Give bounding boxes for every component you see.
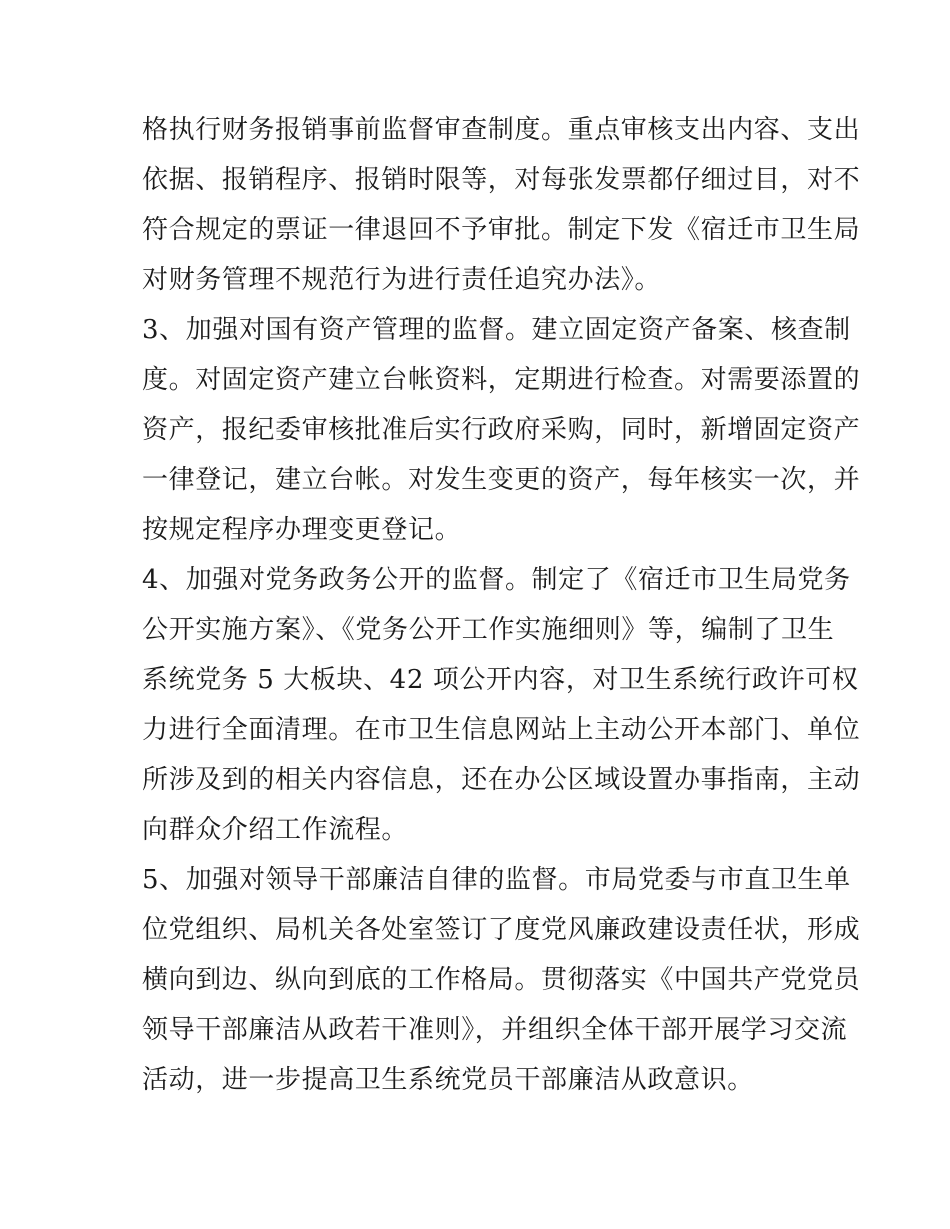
text-line: 依据、报销程序、报销时限等，对每张发票都仔细过目，对不 bbox=[142, 165, 861, 195]
text-line: 3、加强对国有资产管理的监督。建立固定资产备案、核查制 bbox=[142, 315, 851, 345]
text-line: 所涉及到的相关内容信息，还在办公区域设置办事指南，主动 bbox=[142, 765, 861, 795]
text-line: 符合规定的票证一律退回不予审批。制定下发《宿迁市卫生局 bbox=[142, 215, 861, 245]
text-line: 公开实施方案》、《党务公开工作实施细则》等，编制了卫生 bbox=[142, 615, 835, 645]
text-line: 横向到边、纵向到底的工作格局。贯彻落实《中国共产党党员 bbox=[142, 965, 861, 995]
text-line: 4、加强对党务政务公开的监督。制定了《宿迁市卫生局党务 bbox=[142, 565, 851, 595]
text-line: 位党组织、局机关各处室签订了度党风廉政建设责任状，形成 bbox=[142, 915, 861, 945]
text-line: 向群众介绍工作流程。 bbox=[142, 815, 409, 845]
text-line: 格执行财务报销事前监督审查制度。重点审核支出内容、支出 bbox=[142, 115, 861, 145]
text-line: 领导干部廉洁从政若干准则》，并组织全体干部开展学习交流 bbox=[142, 1015, 848, 1045]
text-line: 系统党务 5 大板块、42 项公开内容，对卫生系统行政许可权 bbox=[142, 665, 859, 695]
text-line: 一律登记，建立台帐。对发生变更的资产，每年核实一次，并 bbox=[142, 465, 861, 495]
text-line: 5、加强对领导干部廉洁自律的监督。市局党委与市直卫生单 bbox=[142, 865, 851, 895]
text-line: 力进行全面清理。在市卫生信息网站上主动公开本部门、单位 bbox=[142, 715, 861, 745]
text-line: 资产，报纪委审核批准后实行政府采购，同时，新增固定资产 bbox=[142, 415, 861, 445]
text-line: 对财务管理不规范行为进行责任追究办法》。 bbox=[142, 265, 662, 295]
text-line: 按规定程序办理变更登记。 bbox=[142, 515, 462, 545]
text-line: 活动，进一步提高卫生系统党员干部廉洁从政意识。 bbox=[142, 1065, 754, 1095]
text-line: 度。对固定资产建立台帐资料，定期进行检查。对需要添置的 bbox=[142, 365, 861, 395]
